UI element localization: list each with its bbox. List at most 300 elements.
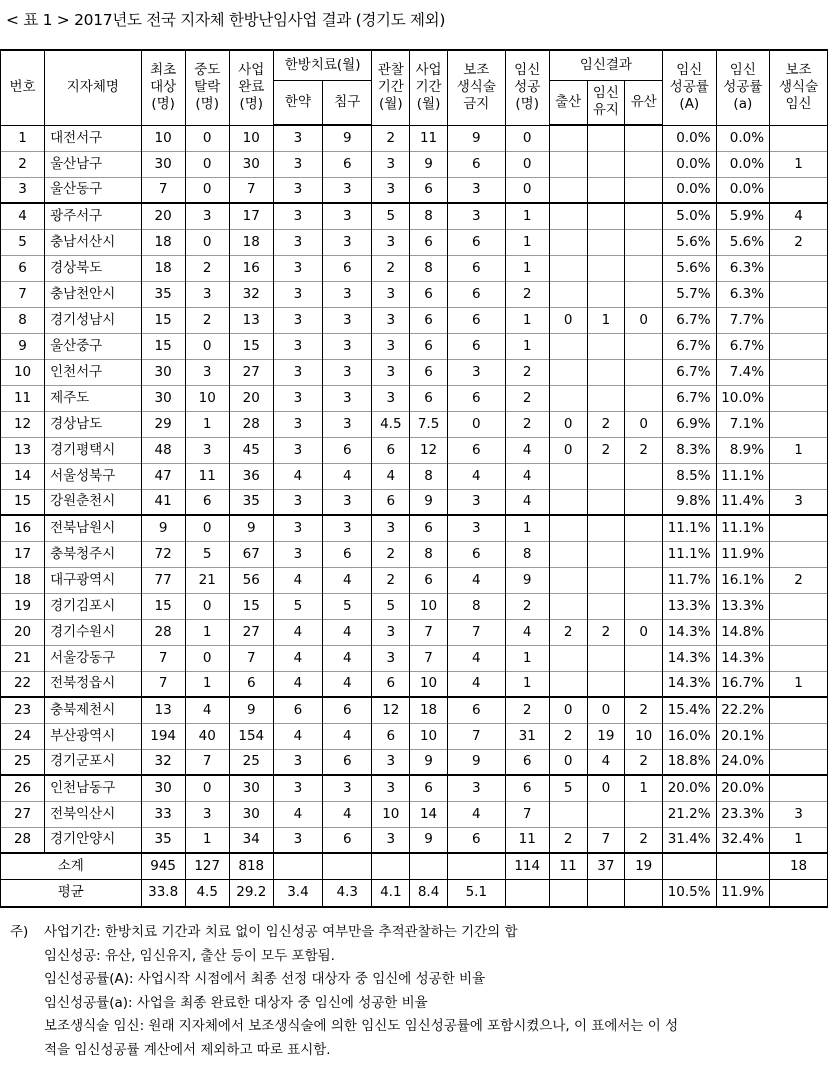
cell-rate-a: 0.0% [716,125,770,151]
cell-miscarriage [625,333,663,359]
table-row [1,775,828,801]
cell-completed: 20 [229,385,273,411]
cell-rate-a: 6.3% [716,281,770,307]
cell-maintain [587,489,625,515]
cell-completed: 154 [229,723,273,749]
cell-birth: 2 [549,619,587,645]
cell-herbal: 3 [273,749,322,775]
cell-herbal: 3 [273,151,322,177]
cell-completed: 32 [229,281,273,307]
cell-dropout: 4 [185,697,229,723]
cell-maintain [587,229,625,255]
cell-no: 25 [1,749,45,775]
cell-no: 17 [1,541,45,567]
cell-initial: 7 [141,177,185,203]
cell-art-pregnancy [770,359,828,385]
cell-dropout: 1 [185,671,229,697]
cell-rate-a [716,853,770,879]
cell-observation: 3 [372,645,410,671]
cell-region: 전북익산시 [45,801,142,827]
table-row [1,151,828,177]
table-row [1,411,828,437]
table-row [1,125,828,151]
cell-rate-A: 14.3% [663,645,717,671]
note-text: 사업기간: 한방치료 기간과 치료 없이 임신성공 여부만을 추적관찰하는 기간의 합 [44,924,518,940]
cell-acupuncture: 6 [323,151,372,177]
cell-art-pregnancy: 3 [770,489,828,515]
cell-dropout: 3 [185,203,229,229]
cell-miscarriage: 2 [625,827,663,853]
cell-art-pregnancy [770,593,828,619]
cell-birth [549,151,587,177]
average-label: 평균 [1,879,142,907]
cell-pregnancy: 1 [505,229,549,255]
cell-region: 경기김포시 [45,593,142,619]
cell-maintain: 0 [587,775,625,801]
cell-period: 9 [410,489,448,515]
cell-dropout: 127 [185,853,229,879]
cell-acupuncture: 3 [323,177,372,203]
cell-art-pregnancy [770,879,828,907]
table-header [1,50,828,125]
cell-art-pregnancy [770,463,828,489]
cell-rate-a: 23.3% [716,801,770,827]
cell-rate-A: 5.6% [663,229,717,255]
cell-herbal: 4 [273,567,322,593]
cell-period: 8 [410,463,448,489]
cell-maintain [587,125,625,151]
cell-acupuncture: 6 [323,749,372,775]
header-completed: 사업 완료 (명) [229,50,273,125]
cell-region: 서울강동구 [45,645,142,671]
cell-completed: 17 [229,203,273,229]
cell-pregnancy: 2 [505,593,549,619]
cell-region: 서울성북구 [45,463,142,489]
cell-acupuncture: 5 [323,593,372,619]
cell-birth [549,801,587,827]
cell-rate-A: 14.3% [663,671,717,697]
cell-herbal: 3 [273,333,322,359]
table-row [1,515,828,541]
cell-pregnancy: 2 [505,697,549,723]
results-table [0,49,828,908]
cell-observation: 5 [372,593,410,619]
cell-observation: 2 [372,567,410,593]
cell-pregnancy: 7 [505,801,549,827]
cell-observation: 6 [372,437,410,463]
cell-art-ban: 4 [447,645,505,671]
cell-maintain [587,645,625,671]
cell-birth [549,203,587,229]
cell-acupuncture: 4 [323,463,372,489]
cell-pregnancy: 9 [505,567,549,593]
cell-art-pregnancy: 2 [770,229,828,255]
cell-dropout: 1 [185,411,229,437]
cell-dropout: 0 [185,229,229,255]
cell-maintain: 2 [587,437,625,463]
table-row [1,593,828,619]
cell-maintain: 2 [587,619,625,645]
cell-art-ban: 6 [447,437,505,463]
cell-art-pregnancy [770,411,828,437]
cell-pregnancy: 31 [505,723,549,749]
cell-rate-a: 6.7% [716,333,770,359]
cell-rate-A: 13.3% [663,593,717,619]
cell-rate-a: 10.0% [716,385,770,411]
cell-rate-A: 6.9% [663,411,717,437]
cell-birth: 2 [549,827,587,853]
cell-rate-a: 11.9% [716,541,770,567]
cell-region: 인천서구 [45,359,142,385]
cell-maintain [587,515,625,541]
cell-no: 15 [1,489,45,515]
cell-herbal: 3 [273,775,322,801]
cell-no: 14 [1,463,45,489]
cell-acupuncture: 6 [323,437,372,463]
cell-pregnancy: 8 [505,541,549,567]
cell-no: 24 [1,723,45,749]
cell-initial: 15 [141,333,185,359]
cell-initial: 10 [141,125,185,151]
cell-miscarriage [625,229,663,255]
table-row [1,567,828,593]
cell-observation: 5 [372,203,410,229]
cell-pregnancy: 4 [505,463,549,489]
cell-herbal: 3 [273,827,322,853]
cell-pregnancy: 4 [505,489,549,515]
cell-no: 11 [1,385,45,411]
cell-maintain [587,177,625,203]
cell-pregnancy: 1 [505,333,549,359]
cell-period: 6 [410,307,448,333]
cell-initial: 15 [141,593,185,619]
cell-rate-A: 8.3% [663,437,717,463]
cell-period: 12 [410,437,448,463]
cell-rate-A: 6.7% [663,307,717,333]
cell-art-pregnancy: 1 [770,671,828,697]
cell-observation: 6 [372,723,410,749]
cell-completed: 29.2 [229,879,273,907]
cell-observation: 2 [372,125,410,151]
cell-observation: 3 [372,515,410,541]
cell-birth [549,515,587,541]
cell-art-ban: 7 [447,723,505,749]
cell-period: 6 [410,359,448,385]
cell-birth: 0 [549,437,587,463]
cell-dropout: 0 [185,515,229,541]
cell-rate-a: 7.1% [716,411,770,437]
cell-miscarriage: 2 [625,437,663,463]
cell-miscarriage [625,593,663,619]
cell-region: 울산중구 [45,333,142,359]
cell-initial: 7 [141,645,185,671]
cell-pregnancy: 1 [505,645,549,671]
cell-maintain [587,151,625,177]
cell-rate-A: 10.5% [663,879,717,907]
cell-initial: 35 [141,281,185,307]
cell-region: 대구광역시 [45,567,142,593]
cell-initial: 18 [141,255,185,281]
cell-art-ban: 9 [447,125,505,151]
cell-art-pregnancy [770,281,828,307]
cell-birth [549,229,587,255]
cell-miscarriage: 0 [625,411,663,437]
cell-dropout: 11 [185,463,229,489]
cell-acupuncture: 4 [323,567,372,593]
cell-art-pregnancy: 1 [770,151,828,177]
cell-period: 8 [410,541,448,567]
cell-period [410,853,448,879]
header-dropout: 중도 탈락 (명) [185,50,229,125]
cell-rate-a: 16.7% [716,671,770,697]
cell-birth [549,541,587,567]
cell-rate-a: 11.1% [716,515,770,541]
cell-rate-A: 11.1% [663,515,717,541]
cell-maintain [587,801,625,827]
cell-rate-a: 22.2% [716,697,770,723]
cell-art-ban: 6 [447,229,505,255]
cell-completed: 45 [229,437,273,463]
cell-miscarriage [625,203,663,229]
cell-dropout: 0 [185,125,229,151]
cell-acupuncture: 3 [323,281,372,307]
cell-period: 7 [410,619,448,645]
cell-dropout: 3 [185,359,229,385]
cell-dropout: 7 [185,749,229,775]
cell-period: 8 [410,203,448,229]
cell-observation: 3 [372,333,410,359]
note-line: 임신성공률(A): 사업시작 시점에서 최종 선정 대상자 중 임신에 성공한 비율 [44,971,486,988]
cell-rate-a: 5.6% [716,229,770,255]
cell-art-ban: 6 [447,281,505,307]
cell-maintain [587,593,625,619]
cell-rate-a: 7.4% [716,359,770,385]
cell-observation: 4.1 [372,879,410,907]
cell-rate-A: 20.0% [663,775,717,801]
cell-pregnancy: 114 [505,853,549,879]
cell-pregnancy: 1 [505,203,549,229]
cell-herbal [273,853,322,879]
cell-no: 26 [1,775,45,801]
table-row [1,697,828,723]
cell-initial: 77 [141,567,185,593]
cell-no: 18 [1,567,45,593]
cell-miscarriage: 10 [625,723,663,749]
cell-birth: 2 [549,723,587,749]
cell-initial: 15 [141,307,185,333]
cell-rate-a: 24.0% [716,749,770,775]
cell-period: 14 [410,801,448,827]
cell-observation: 3 [372,359,410,385]
cell-miscarriage: 2 [625,749,663,775]
cell-art-ban: 3 [447,203,505,229]
cell-miscarriage: 0 [625,307,663,333]
cell-region: 제주도 [45,385,142,411]
cell-herbal: 3 [273,203,322,229]
cell-period: 10 [410,593,448,619]
cell-region: 충남천안시 [45,281,142,307]
cell-observation: 4.5 [372,411,410,437]
cell-maintain [587,203,625,229]
cell-initial: 30 [141,385,185,411]
cell-herbal: 3 [273,255,322,281]
table-row [1,723,828,749]
cell-maintain [587,255,625,281]
cell-herbal: 3 [273,411,322,437]
cell-rate-A: 6.7% [663,385,717,411]
header-rate-A: 임신 성공률 (A) [663,50,717,125]
cell-observation: 3 [372,385,410,411]
cell-rate-a: 14.3% [716,645,770,671]
cell-rate-A: 16.0% [663,723,717,749]
cell-no: 1 [1,125,45,151]
cell-dropout: 0 [185,775,229,801]
table-row [1,749,828,775]
cell-rate-A: 5.6% [663,255,717,281]
cell-art-ban: 8 [447,593,505,619]
cell-miscarriage: 2 [625,697,663,723]
cell-miscarriage: 1 [625,775,663,801]
cell-rate-A: 18.8% [663,749,717,775]
cell-miscarriage: 0 [625,619,663,645]
cell-rate-A: 14.3% [663,619,717,645]
cell-no: 23 [1,697,45,723]
cell-pregnancy [505,879,549,907]
table-row [1,827,828,853]
cell-art-ban: 3 [447,515,505,541]
cell-completed: 10 [229,125,273,151]
subtotal-label: 소계 [1,853,142,879]
header-period: 사업 기간 (월) [410,50,448,125]
cell-region: 대전서구 [45,125,142,151]
cell-no: 8 [1,307,45,333]
cell-initial: 33.8 [141,879,185,907]
header-rate-a: 임신 성공률 (a) [716,50,770,125]
cell-no: 7 [1,281,45,307]
cell-pregnancy: 6 [505,749,549,775]
header-maintain: 임신 유지 [587,80,625,125]
cell-region: 광주서구 [45,203,142,229]
cell-region: 전북남원시 [45,515,142,541]
cell-art-pregnancy [770,333,828,359]
cell-pregnancy: 2 [505,411,549,437]
table-row [1,671,828,697]
cell-observation: 3 [372,229,410,255]
cell-pregnancy: 0 [505,151,549,177]
cell-birth [549,645,587,671]
cell-birth [549,125,587,151]
cell-miscarriage [625,879,663,907]
cell-region: 경기수원시 [45,619,142,645]
cell-completed: 6 [229,671,273,697]
cell-art-pregnancy [770,775,828,801]
cell-region: 인천남동구 [45,775,142,801]
cell-rate-A: 31.4% [663,827,717,853]
cell-art-pregnancy: 1 [770,437,828,463]
cell-region: 충북청주시 [45,541,142,567]
note-line: 적을 임신성공률 계산에서 제외하고 따로 표시함. [44,1041,331,1058]
cell-observation: 3 [372,177,410,203]
cell-maintain: 37 [587,853,625,879]
cell-acupuncture: 6 [323,827,372,853]
cell-birth [549,333,587,359]
note-mark: 주) [10,924,29,940]
cell-region: 경기평택시 [45,437,142,463]
cell-rate-A: 0.0% [663,125,717,151]
cell-art-ban: 3 [447,177,505,203]
note-line [10,921,825,945]
cell-rate-a: 20.0% [716,775,770,801]
header-initial: 최초 대상 (명) [141,50,185,125]
cell-period: 7 [410,645,448,671]
table-row [1,437,828,463]
cell-rate-A: 15.4% [663,697,717,723]
cell-acupuncture: 4 [323,645,372,671]
cell-art-ban: 6 [447,255,505,281]
table-row [1,801,828,827]
header-art-pregnancy: 보조 생식술 임신 [770,50,828,125]
table-row [1,619,828,645]
cell-period: 6 [410,177,448,203]
header-no: 번호 [1,50,45,125]
cell-no: 5 [1,229,45,255]
cell-maintain [587,541,625,567]
cell-no: 6 [1,255,45,281]
cell-observation: 3 [372,307,410,333]
cell-herbal: 4 [273,671,322,697]
cell-no: 28 [1,827,45,853]
note-line: 보조생식술 임신: 원래 지자체에서 보조생식술에 의한 임신도 임신성공률에 포함시켰으나, 이 표에서는 이 성 [44,1018,679,1035]
cell-dropout: 0 [185,333,229,359]
cell-dropout: 10 [185,385,229,411]
cell-acupuncture: 3 [323,515,372,541]
cell-acupuncture: 6 [323,255,372,281]
cell-art-ban: 6 [447,307,505,333]
cell-herbal: 4 [273,463,322,489]
cell-rate-a: 20.1% [716,723,770,749]
cell-initial: 13 [141,697,185,723]
cell-initial: 30 [141,775,185,801]
cell-art-ban: 6 [447,385,505,411]
cell-rate-a: 6.3% [716,255,770,281]
table-row [1,255,828,281]
cell-acupuncture: 4.3 [323,879,372,907]
cell-acupuncture: 3 [323,203,372,229]
cell-observation: 3 [372,749,410,775]
cell-period: 10 [410,723,448,749]
cell-rate-a: 8.9% [716,437,770,463]
cell-birth [549,463,587,489]
cell-herbal: 3 [273,125,322,151]
cell-observation: 2 [372,255,410,281]
cell-period: 18 [410,697,448,723]
cell-miscarriage [625,463,663,489]
cell-period: 6 [410,333,448,359]
cell-birth: 11 [549,853,587,879]
cell-dropout: 2 [185,255,229,281]
cell-birth: 0 [549,697,587,723]
cell-initial: 72 [141,541,185,567]
table-row [1,489,828,515]
notes [10,921,825,1063]
cell-completed: 16 [229,255,273,281]
cell-completed: 56 [229,567,273,593]
cell-pregnancy: 1 [505,515,549,541]
cell-rate-a: 11.4% [716,489,770,515]
cell-herbal: 3.4 [273,879,322,907]
cell-dropout: 1 [185,619,229,645]
cell-initial: 32 [141,749,185,775]
